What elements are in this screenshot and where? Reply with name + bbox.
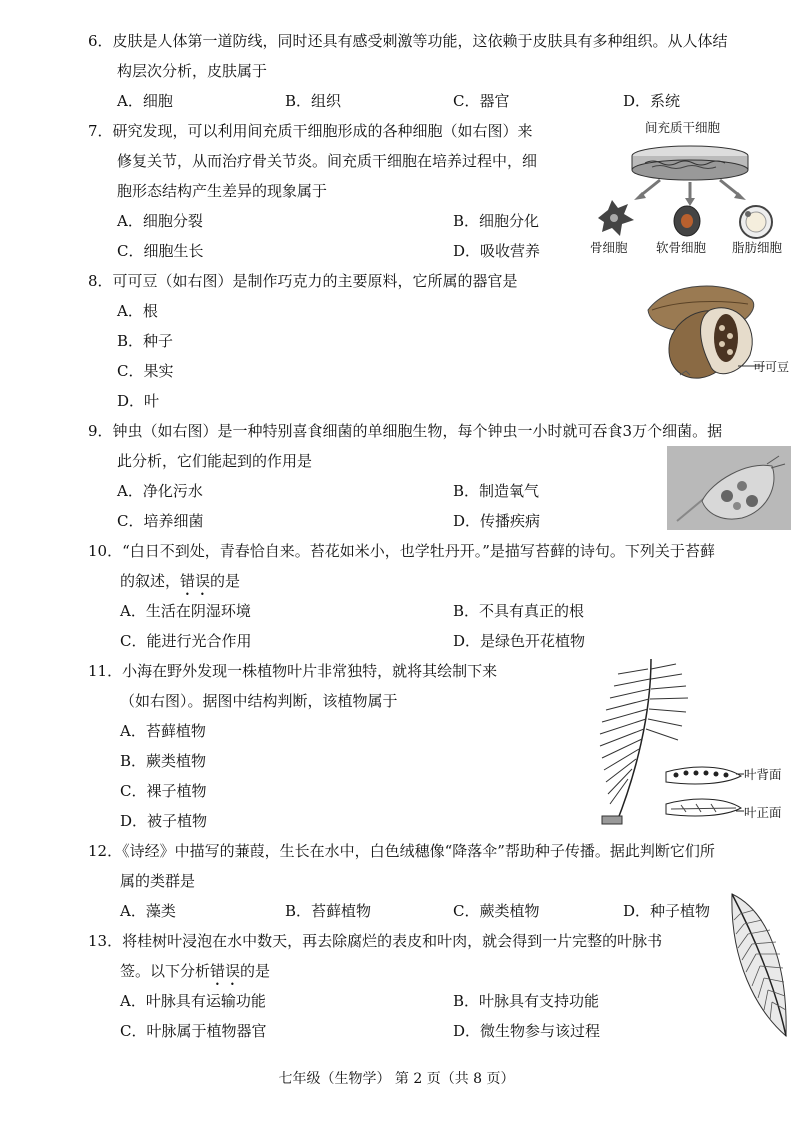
emphasis-text: 错误 <box>180 572 211 590</box>
option-b[interactable]: B．不具有真正的根 <box>453 602 585 620</box>
leaf-front-label: 叶正面 <box>744 805 782 820</box>
option-c[interactable]: C．器官 <box>453 92 510 110</box>
option-a[interactable]: A．生活在阴湿环境 <box>120 602 251 620</box>
stem-cell-label: 间充质干细胞 <box>645 120 721 135</box>
text-segment: 的是 <box>240 962 271 980</box>
vorticella-figure <box>667 446 791 530</box>
option-b[interactable]: B．制造氧气 <box>453 482 540 500</box>
question-number: 7． <box>88 122 113 140</box>
question-text-cont <box>120 956 270 989</box>
option-c[interactable]: C．果实 <box>117 362 174 380</box>
option-b[interactable]: B．种子 <box>117 332 174 350</box>
option-d[interactable]: D．种子植物 <box>623 902 711 920</box>
option-c[interactable]: C．裸子植物 <box>120 782 207 800</box>
option-d[interactable]: D．叶 <box>117 392 160 410</box>
question-6 <box>88 26 728 56</box>
question-9 <box>88 416 722 446</box>
option-d[interactable]: D．微生物参与该过程 <box>453 1022 601 1040</box>
question-text: 小海在野外发现一株植物叶片非常独特，就将其绘制下来 <box>122 662 498 680</box>
question-number: 9． <box>88 422 113 440</box>
question-text-cont: 属的类群是 <box>120 872 196 890</box>
question-10 <box>88 536 715 566</box>
question-number: 6． <box>88 32 113 50</box>
question-text-cont: （如右图）。据图中结构判断，该植物属于 <box>120 692 398 710</box>
question-text-cont: 修复关节，从而治疗骨关节炎。间充质干细胞在培养过程中，细 <box>117 152 538 170</box>
option-a[interactable]: A．藻类 <box>120 902 176 920</box>
option-b[interactable]: B．组织 <box>285 92 342 110</box>
question-text-cont: 构层次分析，皮肤属于 <box>117 62 268 80</box>
option-b[interactable]: B．叶脉具有支持功能 <box>453 992 600 1010</box>
text-segment: 的是 <box>210 572 241 590</box>
option-d[interactable]: D．被子植物 <box>120 812 208 830</box>
option-c[interactable]: C．蕨类植物 <box>453 902 540 920</box>
option-d[interactable]: D．吸收营养 <box>453 242 541 260</box>
option-c[interactable]: C．叶脉属于植物器官 <box>120 1022 267 1040</box>
question-12 <box>88 836 715 866</box>
option-c[interactable]: C．能进行光合作用 <box>120 632 252 650</box>
option-b[interactable]: B．细胞分化 <box>453 212 540 230</box>
option-d[interactable]: D．是绿色开花植物 <box>453 632 586 650</box>
vorticella-micrograph <box>667 446 791 530</box>
question-text: 钟虫（如右图）是一种特别喜食细菌的单细胞生物，每个钟虫一小时就可吞食3万个细菌。据 <box>112 422 723 440</box>
option-d[interactable]: D．传播疾病 <box>453 512 541 530</box>
option-b[interactable]: B．蕨类植物 <box>120 752 207 770</box>
question-text: 研究发现，可以利用间充质干细胞形成的各种细胞（如右图）来 <box>112 122 533 140</box>
option-a[interactable]: A．根 <box>117 302 158 320</box>
option-a[interactable]: A．细胞 <box>117 92 173 110</box>
question-text: 可可豆（如右图）是制作巧克力的主要原料，它所属的器官是 <box>112 272 518 290</box>
text-segment: 的叙述， <box>120 572 181 590</box>
option-a[interactable]: A．净化污水 <box>117 482 203 500</box>
question-number: 11． <box>88 662 123 680</box>
question-text: “白日不到处，青春恰自来。苔花如米小，也学牡丹开。”是描写苔藓的诗句。下列关于苔藓 <box>122 542 715 560</box>
question-text: 皮肤是人体第一道防线，同时还具有感受刺激等功能，这依赖于皮肤具有多种组织。从人体结 <box>112 32 728 50</box>
emphasis-text: 错误 <box>210 962 241 980</box>
question-text-cont <box>120 566 240 599</box>
option-d[interactable]: D．系统 <box>623 92 681 110</box>
option-c[interactable]: C．培养细菌 <box>117 512 204 530</box>
fern-figure <box>596 654 793 830</box>
bone-cell-label: 骨细胞 <box>590 240 628 255</box>
leaf-vein-figure <box>726 890 792 1042</box>
question-13 <box>88 926 662 956</box>
cocoa-label: 可可豆 <box>753 360 790 374</box>
leaf-back-label: 叶背面 <box>744 767 782 782</box>
option-b[interactable]: B．苔藓植物 <box>285 902 372 920</box>
question-11 <box>88 656 497 686</box>
question-7 <box>88 116 533 146</box>
cocoa-figure <box>640 270 793 388</box>
stem-cell-figure <box>590 118 790 260</box>
question-text-cont: 此分析，它们能起到的作用是 <box>117 452 313 470</box>
page-footer: 七年级（生物学） 第 2 页（共 8 页） <box>278 1071 515 1087</box>
question-number: 13． <box>88 932 123 950</box>
cartilage-cell-label: 软骨细胞 <box>656 240 707 255</box>
question-text-cont: 胞形态结构产生差异的现象属于 <box>117 182 328 200</box>
option-c[interactable]: C．细胞生长 <box>117 242 204 260</box>
question-8 <box>88 266 518 296</box>
option-a[interactable]: A．叶脉具有运输功能 <box>120 992 266 1010</box>
text-segment: 签。以下分析 <box>120 962 211 980</box>
question-text: 《诗经》中描写的蒹葭，生长在水中，白色绒穗像“降落伞”帮助种子传播。据此判断它们所 <box>122 842 715 860</box>
question-number: 10． <box>88 542 123 560</box>
question-text: 将桂树叶浸泡在水中数天，再去除腐烂的表皮和叶肉，就会得到一片完整的叶脉书 <box>122 932 663 950</box>
option-a[interactable]: A．细胞分裂 <box>117 212 203 230</box>
option-a[interactable]: A．苔藓植物 <box>120 722 206 740</box>
question-number: 8． <box>88 272 113 290</box>
leaf-skeleton-drawing <box>726 890 792 1042</box>
fat-cell-label: 脂肪细胞 <box>732 240 783 255</box>
question-number: 12． <box>88 842 123 860</box>
